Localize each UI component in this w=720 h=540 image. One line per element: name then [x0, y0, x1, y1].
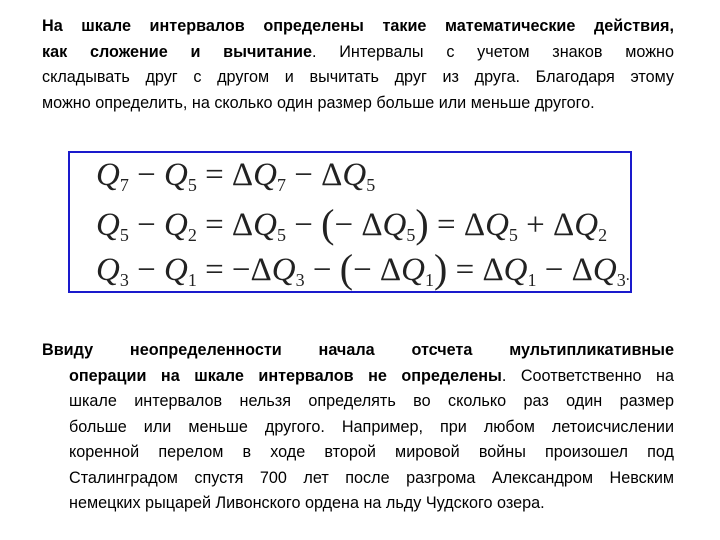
body-line-6: Сталинградом спустя 700 лет после разгрома Александром Невским [69, 468, 674, 487]
formula-line-3: $Q_3 - Q_1 = -\Delta Q_3$ − (− $\Delta Q_1) = \Delta Q_1 - \Delta Q_3$. [96, 246, 630, 291]
intro-line-3: складывать друг с другом и вычитать друг из друга. Благодаря этому [42, 68, 674, 86]
intro-paragraph [42, 14, 674, 116]
formula-line-1: $Q_7 - Q_5 = \Delta Q_7 - \Delta Q_5$ [96, 157, 376, 195]
body-line-3: шкале интервалов нельзя определять во сколько раз один размер [69, 392, 674, 410]
intro-line-2: как сложение и вычитание. Интервалы с учетом знаков можно [42, 42, 674, 61]
body-line-2: операции на шкале интервалов не определены. Соответственно на [69, 366, 674, 385]
formula-box [68, 151, 632, 293]
formula-line-2: $Q_5 - Q_2 = \Delta Q_5$ − (− $\Delta Q_5) = \Delta Q_5 + \Delta Q_2$ [96, 201, 608, 246]
body-paragraph [42, 338, 674, 517]
body-line-7: немецких рыцарей Ливонского ордена на льду Чудского озера. [69, 494, 545, 512]
body-line-4: больше или меньше другого. Например, при любом летоисчислении [69, 417, 674, 436]
body-line-1: Ввиду неопределенности начала отсчета мультипликативные [42, 341, 674, 359]
intro-line-1: На шкале интервалов определены такие математические действия, [42, 17, 674, 35]
intro-line-4: можно определить, на сколько один размер больше или меньше другого. [42, 93, 595, 112]
body-line-5: коренной перелом в ходе второй мировой войны произошел под [69, 443, 674, 461]
